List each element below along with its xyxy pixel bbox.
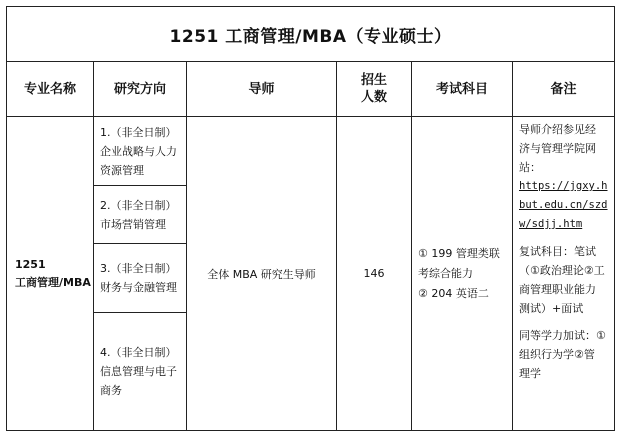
header-row: [7, 62, 615, 117]
advisor-info-link[interactable]: https://jgxy.hbut.edu.cn/szdw/sdjj.htm: [519, 180, 608, 230]
direction-1-line3: 资源管理: [100, 163, 144, 177]
title-row: [7, 7, 615, 62]
notes-extra-line1: 同等学力加试：①: [519, 329, 606, 342]
notes-retest-line3: 商管理职业能力: [519, 283, 596, 296]
direction-3-line2: 财务与金融管理: [100, 281, 177, 294]
direction-4: [94, 313, 187, 431]
major-cell: [7, 117, 94, 431]
header-notes: 备注: [513, 62, 615, 117]
header-enrollment: [337, 62, 412, 117]
exam-cell: [412, 117, 513, 431]
program-table: [6, 6, 615, 431]
header-direction: 研究方向: [94, 62, 187, 117]
enrollment-cell: 146: [337, 117, 412, 431]
header-enrollment-line2: 人数: [360, 90, 387, 105]
major-name: 工商管理/MBA: [15, 275, 91, 289]
notes-retest-line2: （①政治理论②工: [519, 264, 605, 277]
direction-2: [94, 186, 187, 244]
direction-3: [94, 244, 187, 313]
notes-intro-line3: 站：: [519, 161, 541, 174]
notes-gap-2: [519, 318, 608, 326]
notes-intro-line2: 济与管理学院网: [519, 142, 596, 155]
header-exam: 考试科目: [412, 62, 513, 117]
exam-line3: ② 204 英语二: [418, 286, 489, 300]
major-code: 1251: [15, 257, 46, 271]
notes-extra-line2: 组织行为学②管: [519, 348, 595, 361]
notes-intro: [519, 120, 608, 177]
direction-4-line1: 4.（非全日制）: [100, 346, 177, 359]
direction-1-line2: 企业战略与人力: [100, 144, 177, 158]
notes-intro-line1: 导师介绍参见经: [519, 123, 596, 136]
exam-line1: ① 199 管理类联: [418, 246, 500, 260]
direction-4-line3: 商务: [100, 384, 122, 397]
notes-gap-1: [519, 234, 608, 242]
header-enrollment-line1: 招生: [360, 73, 387, 88]
direction-1: [94, 117, 187, 186]
notes-retest-line1: 复试科目：笔试: [519, 245, 596, 258]
header-major: 专业名称: [7, 62, 94, 117]
notes-cell: [513, 117, 615, 431]
exam-line2: 考综合能力: [418, 266, 473, 280]
direction-3-line1: 3.（非全日制）: [100, 262, 177, 275]
direction-1-line1: 1.（非全日制）: [100, 125, 177, 139]
direction-2-line1: 2.（非全日制）: [100, 198, 177, 212]
notes-extra: [519, 326, 608, 383]
notes-retest-line4: 测试）+面试: [519, 302, 584, 315]
direction-4-line2: 信息管理与电子: [100, 365, 177, 378]
data-row-1: [7, 117, 615, 186]
notes-extra-line3: 理学: [519, 367, 541, 380]
advisor-cell: 全体 MBA 研究生导师: [187, 117, 337, 431]
notes-retest: [519, 242, 608, 318]
direction-2-line2: 市场营销管理: [100, 217, 166, 231]
header-advisor: 导师: [187, 62, 337, 117]
table-title: 1251 工商管理/MBA（专业硕士）: [7, 7, 615, 62]
